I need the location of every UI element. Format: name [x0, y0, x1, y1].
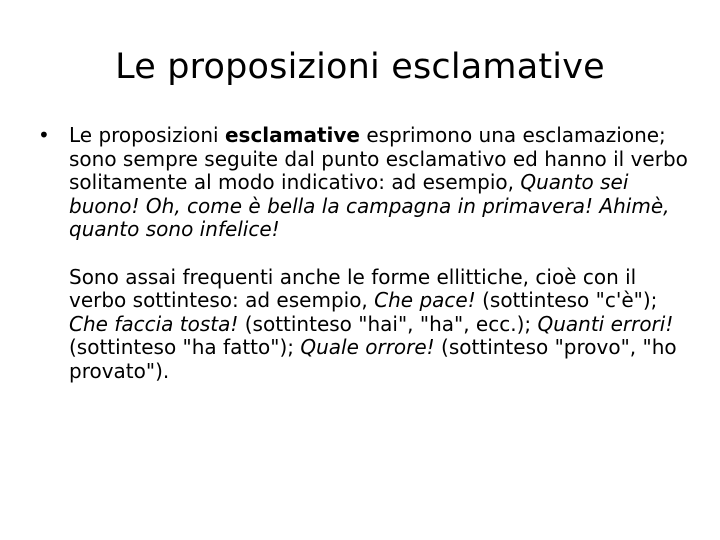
bullet-point: •	[38, 123, 50, 147]
slide-body	[38, 124, 698, 384]
paragraph-text: Le proposizioni	[69, 123, 225, 147]
paragraph-elliptical-forms	[69, 266, 698, 384]
italic-example: Quale orrore!	[300, 335, 435, 360]
bold-term: esclamative	[224, 123, 360, 147]
slide-title: Le proposizioni esclamative	[115, 47, 605, 87]
paragraph-text: (sottinteso "c'è");	[475, 288, 658, 313]
italic-example: Che faccia tosta!	[69, 311, 239, 336]
paragraph-definition	[69, 124, 698, 242]
italic-example: Quanto sei buono! Oh, come è bella la campagna in primavera! Ahimè, quanto sono infelice!	[69, 170, 670, 242]
paragraph-text: (sottinteso "ha fatto");	[69, 335, 301, 360]
paragraph-text: (sottinteso "hai", "ha", ecc.);	[238, 311, 538, 336]
italic-example: Quanti errori!	[537, 311, 674, 336]
paragraph-text: (sottinteso "provo", "ho provato").	[69, 335, 677, 383]
italic-example: Che pace!	[374, 288, 476, 313]
paragraph-text: esprimono una esclamazione; sono sempre seguite dal punto esclamativo ed hanno il verbo solitamente al modo indicativo: ad esempio,	[69, 123, 688, 195]
paragraph-text: Sono assai frequenti anche le forme ellittiche, cioè con il verbo sottinteso: ad esempio,	[69, 264, 637, 313]
